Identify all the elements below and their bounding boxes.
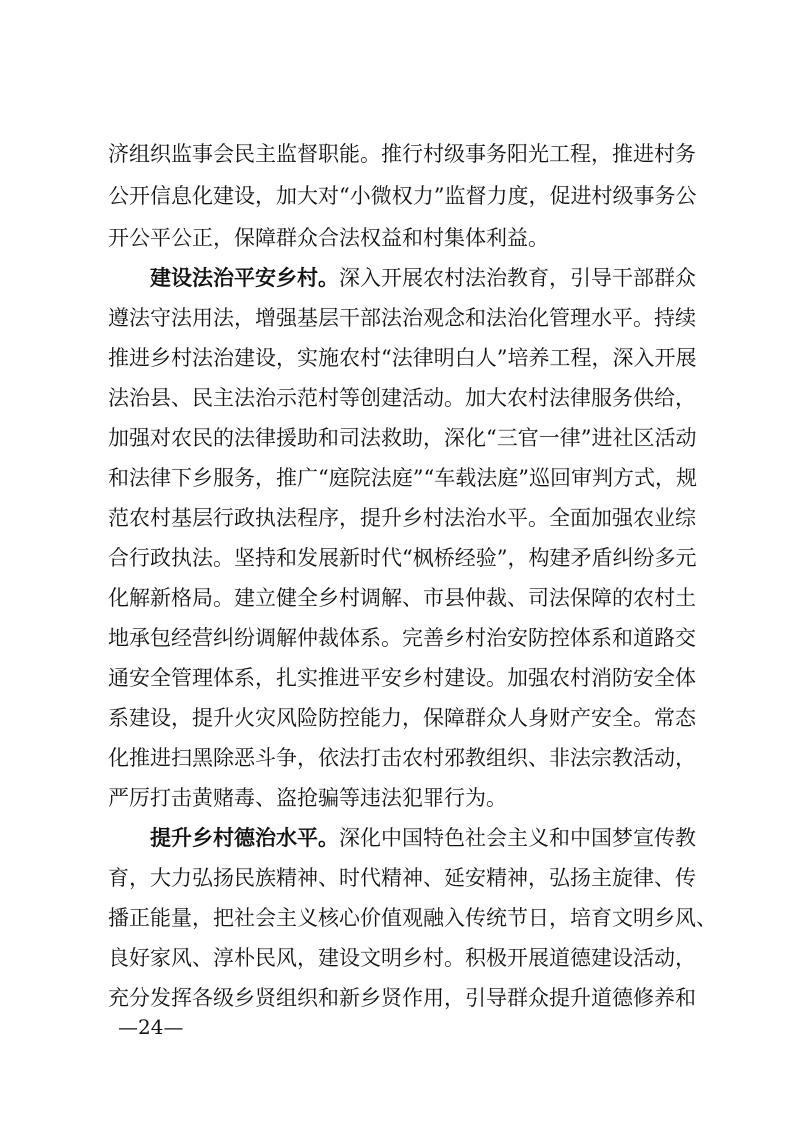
paragraph-line: 加强对农民的法律援助和司法救助，深化“三官一律”进社区活动 <box>108 426 697 450</box>
paragraph-line: 法治县、民主法治示范村等创建活动。加大农村法律服务供给， <box>108 386 696 410</box>
paragraph-line: 和法律下乡服务，推广“庭院法庭”“车载法庭”巡回审判方式，规 <box>108 466 697 490</box>
section-heading: 提升乡村德治水平。 <box>150 826 339 850</box>
paragraph-line: 公开信息化建设，加大对“小微权力”监督力度，促进村级事务公 <box>108 184 697 208</box>
paragraph-line: 化解新格局。建立健全乡村调解、市县仲裁、司法保障的农村土 <box>108 586 696 610</box>
paragraph-line: 遵法守法用法，增强基层干部法治观念和法治化管理水平。持续 <box>108 306 696 330</box>
paragraph-line: 育，大力弘扬民族精神、时代精神、延安精神，弘扬主旋律、传 <box>108 866 696 890</box>
paragraph-line: 严厉打击黄赌毒、盗抢骗等违法犯罪行为。 <box>108 786 507 810</box>
paragraph-line: 济组织监事会民主监督职能。推行村级事务阳光工程，推进村务 <box>108 142 696 166</box>
paragraph-line: 通安全管理体系，扎实推进平安乡村建设。加强农村消防安全体 <box>108 666 696 690</box>
section-heading: 建设法治平安乡村。 <box>150 266 339 290</box>
paragraph-line: 良好家风、淳朴民风，建设文明乡村。积极开展道德建设活动， <box>108 946 696 970</box>
paragraph-line: 合行政执法。坚持和发展新时代“枫桥经验”，构建矛盾纠纷多元 <box>108 546 697 570</box>
section-heading-line <box>150 266 694 290</box>
paragraph-text: 深入开展农村法治教育，引导干部群众 <box>339 266 696 290</box>
paragraph-line: 系建设，提升火灾风险防控能力，保障群众人身财产安全。常态 <box>108 706 696 730</box>
paragraph-line: 地承包经营纠纷调解仲裁体系。完善乡村治安防控体系和道路交 <box>108 626 696 650</box>
paragraph-line: 播正能量，把社会主义核心价值观融入传统节日，培育文明乡风、 <box>108 906 717 930</box>
paragraph-line: 推进乡村法治建设，实施农村“法律明白人”培养工程，深入开展 <box>108 346 697 370</box>
paragraph-line: 范农村基层行政执法程序，提升乡村法治水平。全面加强农业综 <box>108 506 696 530</box>
paragraph-line: 化推进扫黑除恶斗争，依法打击农村邪教组织、非法宗教活动， <box>108 746 696 770</box>
section-heading-line <box>150 826 694 850</box>
page-number: —24— <box>118 1015 184 1039</box>
paragraph-line: 开公平公正，保障群众合法权益和村集体利益。 <box>108 226 549 250</box>
paragraph-text: 深化中国特色社会主义和中国梦宣传教 <box>339 826 696 850</box>
paragraph-line: 充分发挥各级乡贤组织和新乡贤作用，引导群众提升道德修养和 <box>108 986 696 1010</box>
